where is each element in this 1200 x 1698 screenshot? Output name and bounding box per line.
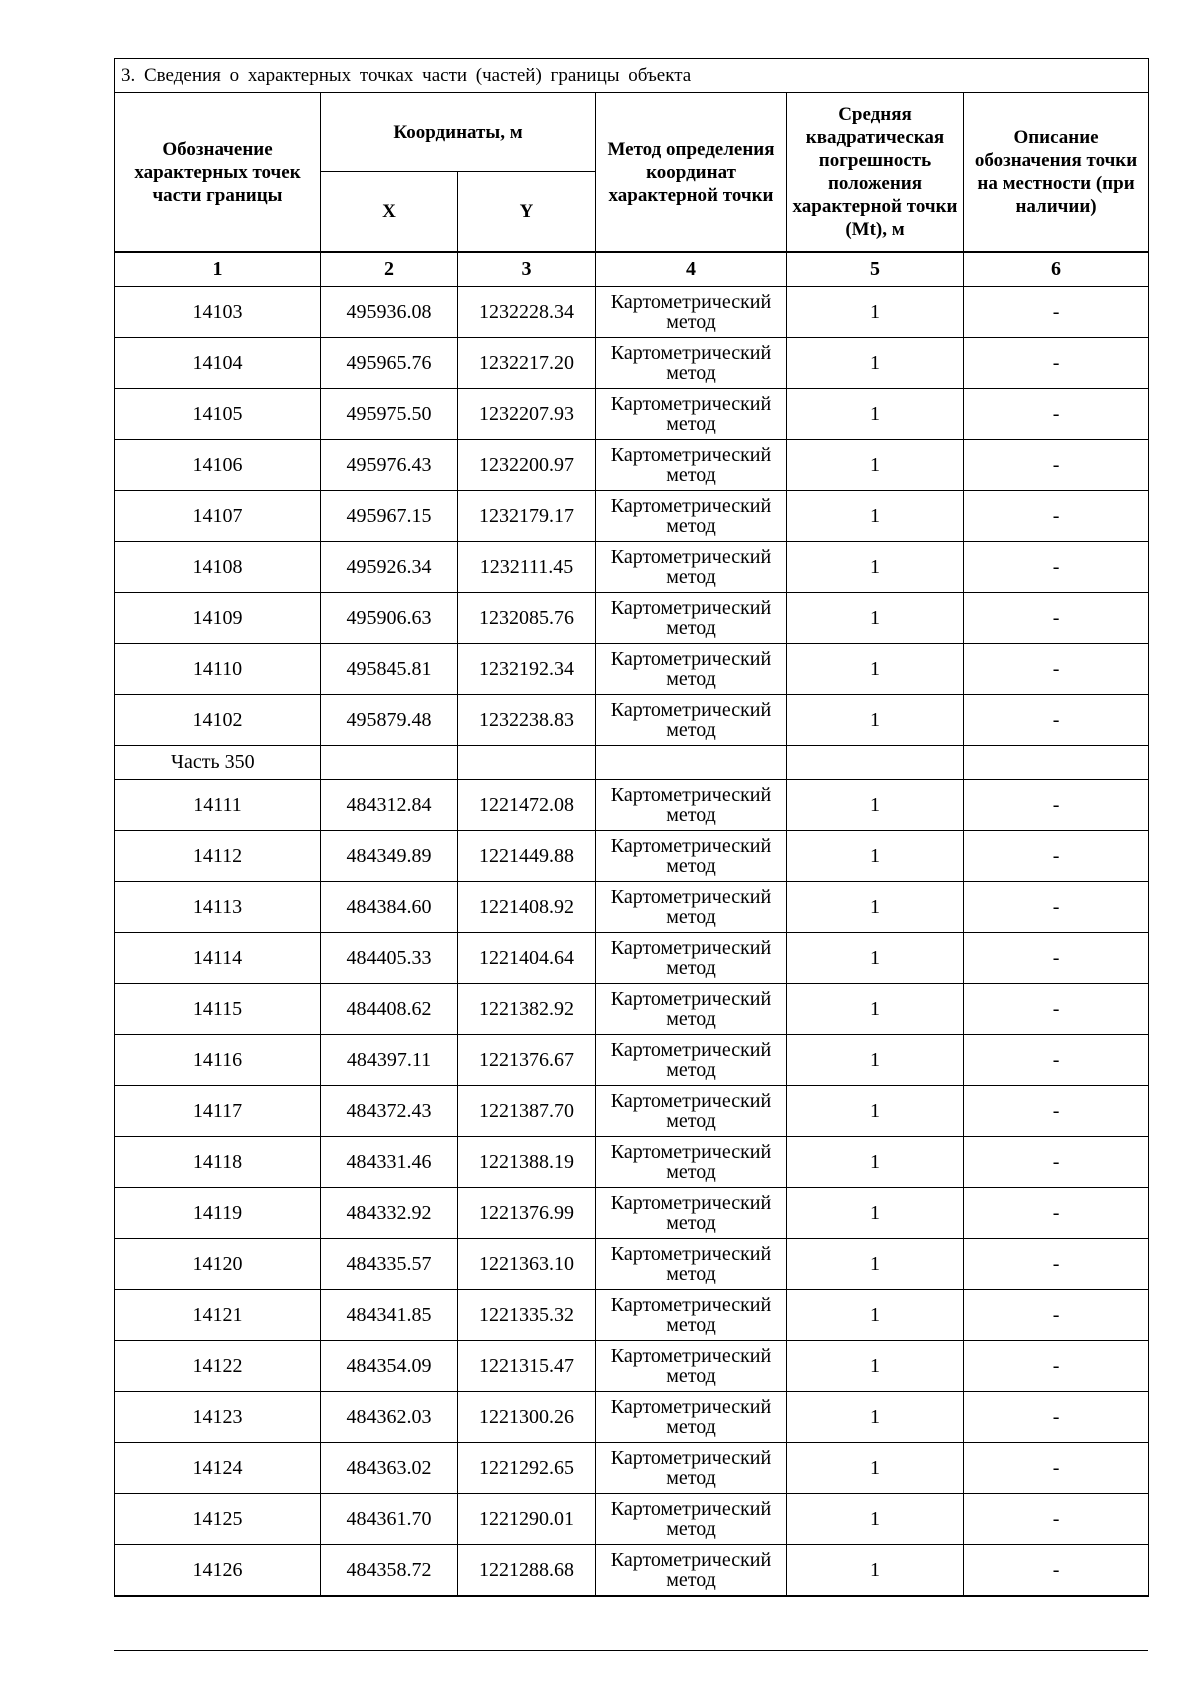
error-cell: 1	[787, 1188, 964, 1239]
error-cell: 1	[787, 831, 964, 882]
point-id-cell: 14103	[115, 287, 321, 338]
error-cell: 1	[787, 1341, 964, 1392]
y-coordinate-cell: 1221300.26	[458, 1392, 596, 1443]
x-coordinate-cell: 484335.57	[321, 1239, 458, 1290]
point-id-cell: 14124	[115, 1443, 321, 1494]
y-coordinate-cell: 1232200.97	[458, 440, 596, 491]
method-cell: Картометрический метод	[596, 933, 787, 984]
method-cell: Картометрический метод	[596, 542, 787, 593]
point-id-cell: 14102	[115, 695, 321, 746]
header-row	[115, 93, 1149, 172]
empty-cell	[596, 746, 787, 780]
x-coordinate-cell: 484332.92	[321, 1188, 458, 1239]
error-cell: 1	[787, 593, 964, 644]
x-coordinate-cell: 484361.70	[321, 1494, 458, 1545]
method-cell: Картометрический метод	[596, 440, 787, 491]
error-cell: 1	[787, 1239, 964, 1290]
table-row	[115, 491, 1149, 542]
error-cell: 1	[787, 1392, 964, 1443]
x-coordinate-cell: 484408.62	[321, 984, 458, 1035]
x-coordinate-cell: 484362.03	[321, 1392, 458, 1443]
error-cell: 1	[787, 644, 964, 695]
table-row	[115, 1341, 1149, 1392]
point-id-cell: 14116	[115, 1035, 321, 1086]
description-cell: -	[964, 933, 1149, 984]
method-cell: Картометрический метод	[596, 1341, 787, 1392]
header-description: Описание обозначения точки на местности (при наличии)	[964, 93, 1149, 253]
description-cell: -	[964, 831, 1149, 882]
point-id-cell: 14119	[115, 1188, 321, 1239]
x-coordinate-cell: 484405.33	[321, 933, 458, 984]
table-row	[115, 542, 1149, 593]
header-coordinates: Координаты, м	[321, 93, 596, 172]
description-cell: -	[964, 1239, 1149, 1290]
description-cell: -	[964, 1290, 1149, 1341]
description-cell: -	[964, 1443, 1149, 1494]
error-cell: 1	[787, 542, 964, 593]
point-id-cell: 14125	[115, 1494, 321, 1545]
description-cell: -	[964, 695, 1149, 746]
x-coordinate-cell: 484397.11	[321, 1035, 458, 1086]
x-coordinate-cell: 495936.08	[321, 287, 458, 338]
error-cell: 1	[787, 1545, 964, 1597]
x-coordinate-cell: 484312.84	[321, 780, 458, 831]
description-cell: -	[964, 338, 1149, 389]
method-cell: Картометрический метод	[596, 780, 787, 831]
y-coordinate-cell: 1232228.34	[458, 287, 596, 338]
table-row	[115, 389, 1149, 440]
column-number: 1	[115, 252, 321, 287]
point-id-cell: 14108	[115, 542, 321, 593]
y-coordinate-cell: 1232238.83	[458, 695, 596, 746]
point-id-cell: 14126	[115, 1545, 321, 1597]
document-page	[114, 58, 1148, 1597]
table-row	[115, 933, 1149, 984]
footer-divider	[114, 1650, 1148, 1651]
method-cell: Картометрический метод	[596, 1392, 787, 1443]
header-designation: Обозначение характерных точек части границы	[115, 93, 321, 253]
point-id-cell: 14114	[115, 933, 321, 984]
y-coordinate-cell: 1221290.01	[458, 1494, 596, 1545]
boundary-points-table	[114, 58, 1149, 1597]
description-cell: -	[964, 389, 1149, 440]
point-id-cell: 14105	[115, 389, 321, 440]
table-row	[115, 1086, 1149, 1137]
error-cell: 1	[787, 1494, 964, 1545]
method-cell: Картометрический метод	[596, 1494, 787, 1545]
method-cell: Картометрический метод	[596, 831, 787, 882]
error-cell: 1	[787, 1086, 964, 1137]
x-coordinate-cell: 495976.43	[321, 440, 458, 491]
x-coordinate-cell: 484358.72	[321, 1545, 458, 1597]
x-coordinate-cell: 495975.50	[321, 389, 458, 440]
point-id-cell: 14118	[115, 1137, 321, 1188]
header-method: Метод определения координат характерной точки	[596, 93, 787, 253]
description-cell: -	[964, 984, 1149, 1035]
x-coordinate-cell: 495965.76	[321, 338, 458, 389]
point-id-cell: 14111	[115, 780, 321, 831]
error-cell: 1	[787, 491, 964, 542]
description-cell: -	[964, 1035, 1149, 1086]
column-number: 3	[458, 252, 596, 287]
description-cell: -	[964, 542, 1149, 593]
point-id-cell: 14109	[115, 593, 321, 644]
point-id-cell: 14120	[115, 1239, 321, 1290]
description-cell: -	[964, 1545, 1149, 1597]
description-cell: -	[964, 882, 1149, 933]
y-coordinate-cell: 1221315.47	[458, 1341, 596, 1392]
method-cell: Картометрический метод	[596, 1188, 787, 1239]
method-cell: Картометрический метод	[596, 1137, 787, 1188]
y-coordinate-cell: 1221376.99	[458, 1188, 596, 1239]
y-coordinate-cell: 1221404.64	[458, 933, 596, 984]
table-row	[115, 1494, 1149, 1545]
y-coordinate-cell: 1221335.32	[458, 1290, 596, 1341]
y-coordinate-cell: 1232111.45	[458, 542, 596, 593]
table-row	[115, 1290, 1149, 1341]
section-title: 3. Сведения о характерных точках части (частей) границы объекта	[115, 59, 1149, 93]
error-cell: 1	[787, 780, 964, 831]
section-title-row	[115, 59, 1149, 93]
table-row	[115, 882, 1149, 933]
header-x: X	[321, 172, 458, 253]
y-coordinate-cell: 1221449.88	[458, 831, 596, 882]
column-numbers-row	[115, 252, 1149, 287]
point-id-cell: 14117	[115, 1086, 321, 1137]
table-row	[115, 1545, 1149, 1597]
description-cell: -	[964, 440, 1149, 491]
table-row	[115, 1443, 1149, 1494]
method-cell: Картометрический метод	[596, 1290, 787, 1341]
method-cell: Картометрический метод	[596, 882, 787, 933]
x-coordinate-cell: 484354.09	[321, 1341, 458, 1392]
method-cell: Картометрический метод	[596, 338, 787, 389]
table-row	[115, 984, 1149, 1035]
y-coordinate-cell: 1221387.70	[458, 1086, 596, 1137]
error-cell: 1	[787, 933, 964, 984]
table-row	[115, 780, 1149, 831]
y-coordinate-cell: 1221292.65	[458, 1443, 596, 1494]
description-cell: -	[964, 287, 1149, 338]
point-id-cell: 14112	[115, 831, 321, 882]
x-coordinate-cell: 495906.63	[321, 593, 458, 644]
point-id-cell: 14113	[115, 882, 321, 933]
section-row	[115, 746, 1149, 780]
table-body	[115, 287, 1149, 1597]
x-coordinate-cell: 484384.60	[321, 882, 458, 933]
empty-cell	[787, 746, 964, 780]
point-id-cell: 14122	[115, 1341, 321, 1392]
table-row	[115, 593, 1149, 644]
x-coordinate-cell: 484331.46	[321, 1137, 458, 1188]
description-cell: -	[964, 1341, 1149, 1392]
table-row	[115, 338, 1149, 389]
method-cell: Картометрический метод	[596, 491, 787, 542]
description-cell: -	[964, 1188, 1149, 1239]
y-coordinate-cell: 1221382.92	[458, 984, 596, 1035]
method-cell: Картометрический метод	[596, 1545, 787, 1597]
error-cell: 1	[787, 882, 964, 933]
error-cell: 1	[787, 1035, 964, 1086]
table-row	[115, 1239, 1149, 1290]
error-cell: 1	[787, 338, 964, 389]
method-cell: Картометрический метод	[596, 1035, 787, 1086]
error-cell: 1	[787, 695, 964, 746]
x-coordinate-cell: 484372.43	[321, 1086, 458, 1137]
table-row	[115, 440, 1149, 491]
table-row	[115, 1188, 1149, 1239]
table-row	[115, 1137, 1149, 1188]
description-cell: -	[964, 593, 1149, 644]
error-cell: 1	[787, 440, 964, 491]
method-cell: Картометрический метод	[596, 984, 787, 1035]
x-coordinate-cell: 495879.48	[321, 695, 458, 746]
y-coordinate-cell: 1232207.93	[458, 389, 596, 440]
point-id-cell: 14121	[115, 1290, 321, 1341]
y-coordinate-cell: 1221388.19	[458, 1137, 596, 1188]
method-cell: Картометрический метод	[596, 389, 787, 440]
error-cell: 1	[787, 1443, 964, 1494]
error-cell: 1	[787, 1137, 964, 1188]
x-coordinate-cell: 495967.15	[321, 491, 458, 542]
point-id-cell: 14107	[115, 491, 321, 542]
y-coordinate-cell: 1232192.34	[458, 644, 596, 695]
description-cell: -	[964, 644, 1149, 695]
y-coordinate-cell: 1221472.08	[458, 780, 596, 831]
table-row	[115, 287, 1149, 338]
description-cell: -	[964, 780, 1149, 831]
method-cell: Картометрический метод	[596, 1443, 787, 1494]
table-row	[115, 644, 1149, 695]
x-coordinate-cell: 495926.34	[321, 542, 458, 593]
error-cell: 1	[787, 1290, 964, 1341]
section-label: Часть 350	[115, 746, 321, 780]
table-row	[115, 695, 1149, 746]
x-coordinate-cell: 484363.02	[321, 1443, 458, 1494]
description-cell: -	[964, 1392, 1149, 1443]
y-coordinate-cell: 1221363.10	[458, 1239, 596, 1290]
error-cell: 1	[787, 984, 964, 1035]
empty-cell	[321, 746, 458, 780]
point-id-cell: 14110	[115, 644, 321, 695]
description-cell: -	[964, 491, 1149, 542]
point-id-cell: 14123	[115, 1392, 321, 1443]
y-coordinate-cell: 1221408.92	[458, 882, 596, 933]
empty-cell	[458, 746, 596, 780]
column-number: 4	[596, 252, 787, 287]
header-y: Y	[458, 172, 596, 253]
method-cell: Картометрический метод	[596, 593, 787, 644]
description-cell: -	[964, 1137, 1149, 1188]
column-number: 6	[964, 252, 1149, 287]
x-coordinate-cell: 495845.81	[321, 644, 458, 695]
y-coordinate-cell: 1221376.67	[458, 1035, 596, 1086]
column-number: 2	[321, 252, 458, 287]
column-number: 5	[787, 252, 964, 287]
header-error: Средняя квадратическая погрешность положения характерной точки (Mt), м	[787, 93, 964, 253]
error-cell: 1	[787, 287, 964, 338]
error-cell: 1	[787, 389, 964, 440]
table-row	[115, 1035, 1149, 1086]
y-coordinate-cell: 1232085.76	[458, 593, 596, 644]
point-id-cell: 14115	[115, 984, 321, 1035]
empty-cell	[964, 746, 1149, 780]
method-cell: Картометрический метод	[596, 1239, 787, 1290]
point-id-cell: 14104	[115, 338, 321, 389]
point-id-cell: 14106	[115, 440, 321, 491]
description-cell: -	[964, 1494, 1149, 1545]
y-coordinate-cell: 1232179.17	[458, 491, 596, 542]
table-row	[115, 831, 1149, 882]
y-coordinate-cell: 1221288.68	[458, 1545, 596, 1597]
method-cell: Картометрический метод	[596, 695, 787, 746]
table-row	[115, 1392, 1149, 1443]
x-coordinate-cell: 484349.89	[321, 831, 458, 882]
x-coordinate-cell: 484341.85	[321, 1290, 458, 1341]
method-cell: Картометрический метод	[596, 287, 787, 338]
description-cell: -	[964, 1086, 1149, 1137]
method-cell: Картометрический метод	[596, 644, 787, 695]
y-coordinate-cell: 1232217.20	[458, 338, 596, 389]
method-cell: Картометрический метод	[596, 1086, 787, 1137]
